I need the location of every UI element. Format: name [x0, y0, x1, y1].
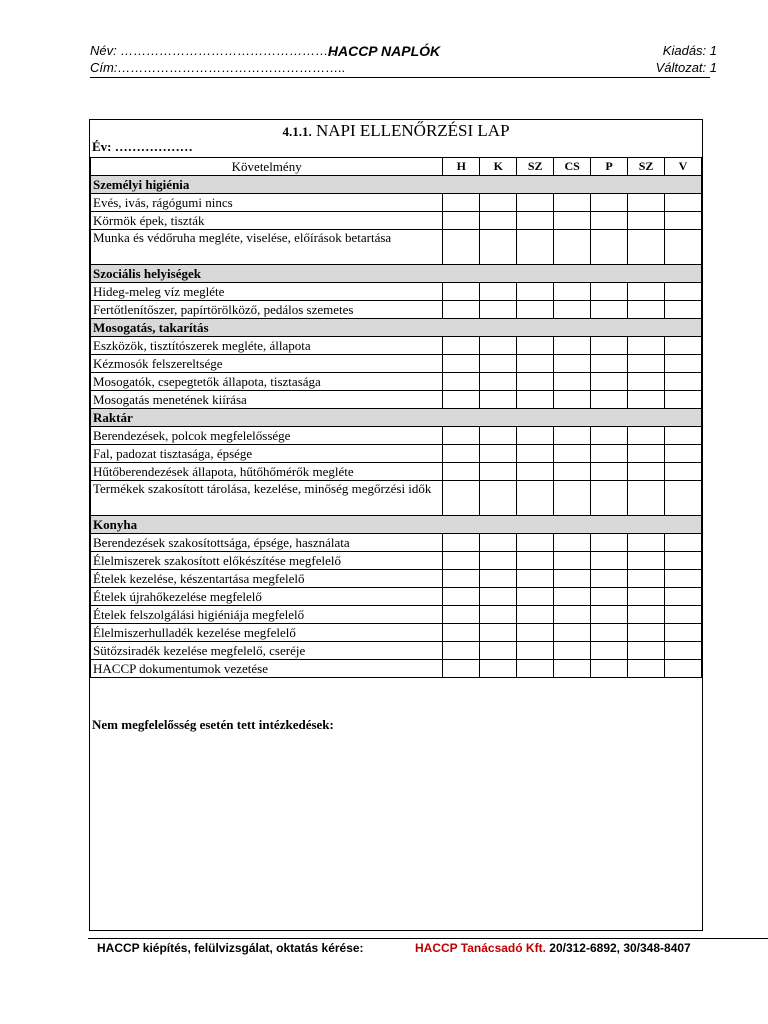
check-cell[interactable] — [443, 427, 480, 445]
check-cell[interactable] — [480, 552, 517, 570]
requirement-label: Ételek felszolgálási higiéniája megfelelő — [91, 606, 443, 624]
check-cell[interactable] — [591, 301, 628, 319]
check-cell[interactable] — [443, 660, 480, 678]
check-cell[interactable] — [443, 337, 480, 355]
check-cell[interactable] — [480, 230, 517, 265]
footer-company: HACCP Tanácsadó Kft. — [415, 941, 546, 955]
check-cell[interactable] — [628, 373, 665, 391]
check-cell[interactable] — [517, 660, 554, 678]
checklist-row — [91, 230, 702, 265]
check-cell[interactable] — [480, 301, 517, 319]
check-cell[interactable] — [443, 552, 480, 570]
name-field: Név: ………………………………………….. — [90, 43, 336, 58]
check-cell[interactable] — [591, 391, 628, 409]
requirement-label: Munka és védőruha megléte, viselése, előírások betartása — [91, 230, 443, 265]
footer-text: HACCP kiépítés, felülvizsgálat, oktatás kérése: — [97, 941, 364, 955]
check-cell[interactable] — [665, 445, 702, 463]
check-cell[interactable] — [628, 445, 665, 463]
check-cell[interactable] — [591, 373, 628, 391]
requirement-label: Berendezések, polcok megfelelőssége — [91, 427, 443, 445]
section-row — [91, 516, 702, 534]
check-cell[interactable] — [443, 606, 480, 624]
check-cell[interactable] — [443, 624, 480, 642]
check-cell[interactable] — [628, 194, 665, 212]
check-cell[interactable] — [480, 481, 517, 516]
check-cell[interactable] — [443, 391, 480, 409]
check-cell[interactable] — [517, 481, 554, 516]
check-cell[interactable] — [480, 337, 517, 355]
section-row — [91, 176, 702, 194]
requirement-label: Körmök épek, tiszták — [91, 212, 443, 230]
check-cell[interactable] — [554, 534, 591, 552]
check-cell[interactable] — [554, 588, 591, 606]
check-cell[interactable] — [628, 642, 665, 660]
section-title: Személyi higiénia — [91, 176, 702, 194]
check-cell[interactable] — [443, 283, 480, 301]
check-cell[interactable] — [665, 194, 702, 212]
check-cell[interactable] — [443, 445, 480, 463]
check-cell[interactable] — [517, 391, 554, 409]
check-cell[interactable] — [517, 552, 554, 570]
check-cell[interactable] — [480, 570, 517, 588]
section-title: Raktár — [91, 409, 702, 427]
check-cell[interactable] — [665, 552, 702, 570]
check-cell[interactable] — [517, 445, 554, 463]
check-cell[interactable] — [517, 212, 554, 230]
check-cell[interactable] — [628, 606, 665, 624]
requirement-label: Fertőtlenítőszer, papírtörölköző, pedálos szemetes — [91, 301, 443, 319]
check-cell[interactable] — [665, 283, 702, 301]
header-divider — [90, 77, 710, 78]
section-row — [91, 319, 702, 337]
checklist-row — [91, 624, 702, 642]
check-cell[interactable] — [665, 606, 702, 624]
check-cell[interactable] — [628, 230, 665, 265]
check-cell[interactable] — [628, 481, 665, 516]
check-cell[interactable] — [591, 624, 628, 642]
check-cell[interactable] — [628, 427, 665, 445]
check-cell[interactable] — [628, 212, 665, 230]
check-cell[interactable] — [480, 194, 517, 212]
checklist-row — [91, 373, 702, 391]
check-cell[interactable] — [554, 445, 591, 463]
check-cell[interactable] — [517, 570, 554, 588]
check-cell[interactable] — [517, 427, 554, 445]
check-cell[interactable] — [628, 337, 665, 355]
check-cell[interactable] — [628, 624, 665, 642]
check-cell[interactable] — [554, 660, 591, 678]
check-cell[interactable] — [480, 463, 517, 481]
check-cell[interactable] — [665, 660, 702, 678]
check-cell[interactable] — [628, 463, 665, 481]
checklist-row — [91, 463, 702, 481]
check-cell[interactable] — [443, 463, 480, 481]
check-cell[interactable] — [443, 588, 480, 606]
checklist-row — [91, 588, 702, 606]
form-title-text: NAPI ELLENŐRZÉSI LAP — [315, 121, 510, 140]
check-cell[interactable] — [554, 194, 591, 212]
check-cell[interactable] — [517, 373, 554, 391]
checklist-row — [91, 552, 702, 570]
check-cell[interactable] — [554, 463, 591, 481]
check-cell[interactable] — [628, 391, 665, 409]
check-cell[interactable] — [554, 427, 591, 445]
requirement-label: Hideg-meleg víz megléte — [91, 283, 443, 301]
check-cell[interactable] — [554, 212, 591, 230]
check-cell[interactable] — [591, 534, 628, 552]
check-cell[interactable] — [628, 552, 665, 570]
check-cell[interactable] — [554, 481, 591, 516]
check-cell[interactable] — [554, 283, 591, 301]
check-cell[interactable] — [628, 570, 665, 588]
checklist-row — [91, 660, 702, 678]
check-cell[interactable] — [554, 230, 591, 265]
section-title: Szociális helyiségek — [91, 265, 702, 283]
check-cell[interactable] — [665, 427, 702, 445]
check-cell[interactable] — [443, 570, 480, 588]
form-title — [90, 121, 702, 141]
check-cell[interactable] — [554, 642, 591, 660]
checklist-row — [91, 445, 702, 463]
check-cell[interactable] — [517, 337, 554, 355]
check-cell[interactable] — [517, 301, 554, 319]
check-cell[interactable] — [591, 337, 628, 355]
checklist-row — [91, 391, 702, 409]
check-cell[interactable] — [480, 606, 517, 624]
check-cell[interactable] — [665, 212, 702, 230]
checklist-row — [91, 570, 702, 588]
check-cell[interactable] — [591, 660, 628, 678]
check-cell[interactable] — [628, 534, 665, 552]
check-cell[interactable] — [591, 463, 628, 481]
measures-label: Nem megfelelősség esetén tett intézkedések: — [92, 717, 334, 732]
check-cell[interactable] — [443, 534, 480, 552]
check-cell[interactable] — [554, 570, 591, 588]
address-field: Cím:…………………………………………….. — [90, 60, 346, 75]
check-cell[interactable] — [480, 391, 517, 409]
requirement-label: Hűtőberendezések állapota, hűtőhőmérők megléte — [91, 463, 443, 481]
checklist-row — [91, 212, 702, 230]
requirement-label: Mosogatók, csepegtetők állapota, tisztasága — [91, 373, 443, 391]
check-cell[interactable] — [517, 588, 554, 606]
check-cell[interactable] — [665, 373, 702, 391]
checklist-row — [91, 283, 702, 301]
edition: Kiadás: 1 — [662, 43, 717, 58]
check-cell[interactable] — [517, 355, 554, 373]
footer-phones: 20/312-6892, 30/348-8407 — [549, 941, 691, 955]
check-cell[interactable] — [665, 588, 702, 606]
check-cell[interactable] — [443, 230, 480, 265]
checklist-row — [91, 642, 702, 660]
check-cell[interactable] — [591, 445, 628, 463]
checklist-row — [91, 337, 702, 355]
check-cell[interactable] — [554, 301, 591, 319]
check-cell[interactable] — [591, 355, 628, 373]
check-cell[interactable] — [480, 588, 517, 606]
check-cell[interactable] — [443, 481, 480, 516]
check-cell[interactable] — [628, 355, 665, 373]
check-cell[interactable] — [554, 552, 591, 570]
check-cell[interactable] — [517, 642, 554, 660]
check-cell[interactable] — [480, 534, 517, 552]
checklist-row — [91, 194, 702, 212]
check-cell[interactable] — [443, 301, 480, 319]
version: Változat: 1 — [655, 60, 717, 75]
checklist-row — [91, 481, 702, 516]
check-cell[interactable] — [443, 355, 480, 373]
check-cell[interactable] — [480, 373, 517, 391]
requirement-label: Sütőzsiradék kezelése megfelelő, cseréje — [91, 642, 443, 660]
check-cell[interactable] — [665, 301, 702, 319]
check-cell[interactable] — [517, 194, 554, 212]
requirement-label: Ételek kezelése, készentartása megfelelő — [91, 570, 443, 588]
check-cell[interactable] — [665, 463, 702, 481]
day-header: H — [443, 158, 480, 176]
check-cell[interactable] — [591, 606, 628, 624]
check-cell[interactable] — [554, 337, 591, 355]
checklist-row — [91, 301, 702, 319]
check-cell[interactable] — [517, 534, 554, 552]
requirement-label: Fal, padozat tisztasága, épsége — [91, 445, 443, 463]
requirement-label: Élelmiszerek szakosított előkészítése megfelelő — [91, 552, 443, 570]
requirement-label: Evés, ivás, rágógumi nincs — [91, 194, 443, 212]
section-row — [91, 409, 702, 427]
checklist-table — [90, 157, 702, 678]
requirement-label: Mosogatás menetének kiírása — [91, 391, 443, 409]
requirement-label: HACCP dokumentumok vezetése — [91, 660, 443, 678]
check-cell[interactable] — [665, 355, 702, 373]
check-cell[interactable] — [480, 212, 517, 230]
check-cell[interactable] — [480, 427, 517, 445]
check-cell[interactable] — [480, 355, 517, 373]
check-cell[interactable] — [480, 660, 517, 678]
section-title: Mosogatás, takarítás — [91, 319, 702, 337]
check-cell[interactable] — [554, 373, 591, 391]
check-cell[interactable] — [665, 642, 702, 660]
check-cell[interactable] — [591, 230, 628, 265]
check-cell[interactable] — [443, 373, 480, 391]
checklist-row — [91, 534, 702, 552]
header-title: HACCP NAPLÓK — [327, 43, 441, 59]
check-cell[interactable] — [665, 481, 702, 516]
check-cell[interactable] — [554, 391, 591, 409]
check-cell[interactable] — [443, 212, 480, 230]
check-cell[interactable] — [591, 570, 628, 588]
check-cell[interactable] — [665, 570, 702, 588]
check-cell[interactable] — [517, 283, 554, 301]
check-cell[interactable] — [628, 301, 665, 319]
check-cell[interactable] — [480, 624, 517, 642]
table-header-row — [91, 158, 702, 176]
footer-divider — [88, 938, 768, 939]
check-cell[interactable] — [665, 624, 702, 642]
day-header: K — [480, 158, 517, 176]
check-cell[interactable] — [591, 552, 628, 570]
check-cell[interactable] — [480, 445, 517, 463]
section-title: Konyha — [91, 516, 702, 534]
check-cell[interactable] — [591, 194, 628, 212]
requirement-label: Berendezések szakosítottsága, épsége, használata — [91, 534, 443, 552]
check-cell[interactable] — [665, 391, 702, 409]
check-cell[interactable] — [665, 337, 702, 355]
requirement-label: Termékek szakosított tárolása, kezelése, minőség megőrzési idők — [91, 481, 443, 516]
check-cell[interactable] — [665, 230, 702, 265]
check-cell[interactable] — [554, 606, 591, 624]
check-cell[interactable] — [591, 642, 628, 660]
requirement-label: Élelmiszerhulladék kezelése megfelelő — [91, 624, 443, 642]
day-header: SZ — [628, 158, 665, 176]
check-cell[interactable] — [443, 642, 480, 660]
check-cell[interactable] — [628, 283, 665, 301]
check-cell[interactable] — [480, 283, 517, 301]
check-cell[interactable] — [628, 588, 665, 606]
check-cell[interactable] — [591, 588, 628, 606]
year-field: Év: ……………… — [92, 139, 193, 154]
check-cell[interactable] — [665, 534, 702, 552]
footer-contact — [415, 941, 691, 955]
requirement-header: Követelmény — [91, 158, 443, 176]
form-number: 4.1.1. — [282, 124, 312, 139]
day-header: CS — [554, 158, 591, 176]
check-cell[interactable] — [517, 230, 554, 265]
day-header: P — [591, 158, 628, 176]
check-cell[interactable] — [591, 283, 628, 301]
check-cell[interactable] — [480, 642, 517, 660]
check-cell[interactable] — [517, 606, 554, 624]
check-cell[interactable] — [554, 624, 591, 642]
day-header: V — [665, 158, 702, 176]
requirement-label: Kézmosók felszereltsége — [91, 355, 443, 373]
requirement-label: Ételek újrahőkezelése megfelelő — [91, 588, 443, 606]
check-cell[interactable] — [517, 624, 554, 642]
check-cell[interactable] — [591, 481, 628, 516]
checklist-row — [91, 427, 702, 445]
checklist-row — [91, 355, 702, 373]
day-header: SZ — [517, 158, 554, 176]
checklist-row — [91, 606, 702, 624]
check-cell[interactable] — [443, 194, 480, 212]
check-cell[interactable] — [591, 212, 628, 230]
section-row — [91, 265, 702, 283]
requirement-label: Eszközök, tisztítószerek megléte, állapota — [91, 337, 443, 355]
check-cell[interactable] — [554, 355, 591, 373]
form-frame — [89, 119, 703, 931]
check-cell[interactable] — [628, 660, 665, 678]
check-cell[interactable] — [517, 463, 554, 481]
check-cell[interactable] — [591, 427, 628, 445]
